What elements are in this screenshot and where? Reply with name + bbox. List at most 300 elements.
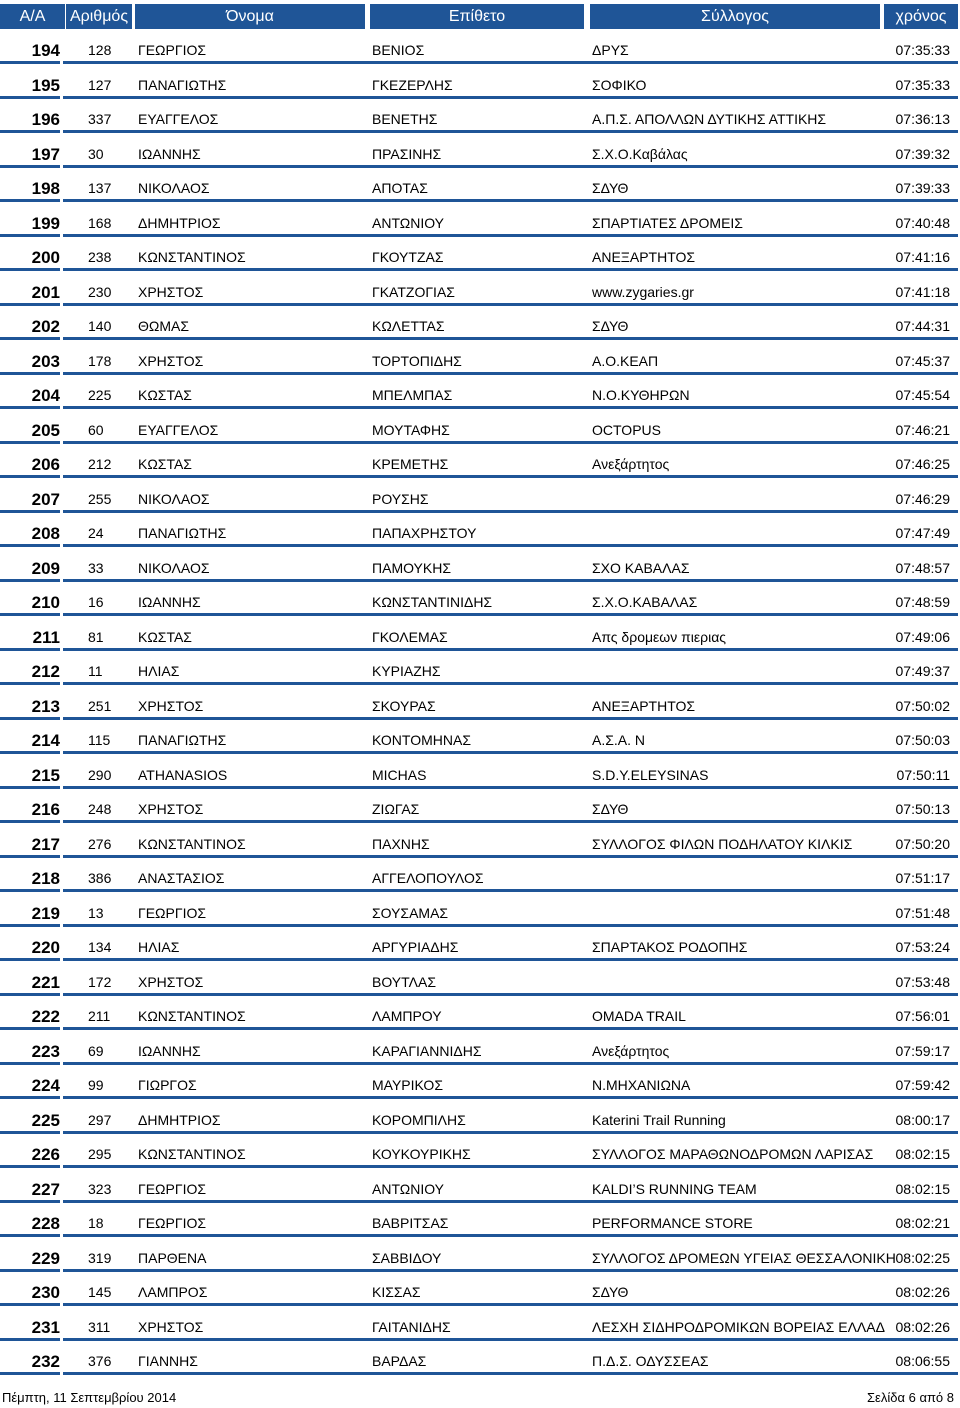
row-cells	[63, 1108, 958, 1134]
table-row	[0, 308, 960, 343]
first-name-cell: ΕΥΑΓΓΕΛΟΣ	[138, 111, 219, 127]
row-cells	[63, 1211, 958, 1237]
table-row	[0, 757, 960, 792]
table-row	[0, 791, 960, 826]
bib-number-cell: 251	[88, 697, 112, 714]
bib-number-cell: 13	[88, 904, 104, 921]
row-cells	[63, 521, 958, 547]
rank-cell: 216	[0, 797, 60, 823]
bib-number-cell: 172	[88, 973, 112, 990]
rank-cell: 223	[0, 1039, 60, 1065]
time-cell: 07:50:20	[895, 835, 950, 852]
last-name-cell: ΚΡΕΜΕΤΗΣ	[372, 456, 449, 472]
rank-cell: 222	[0, 1004, 60, 1030]
last-name-cell: ΒΑΒΡΙΤΣΑΣ	[372, 1215, 449, 1231]
row-cells	[63, 1039, 958, 1065]
header-rank: Α/Α	[0, 4, 65, 29]
last-name-cell: ΜΟΥΤΑΦΗΣ	[372, 421, 450, 438]
table-row	[0, 895, 960, 930]
table-row	[0, 1067, 960, 1102]
row-cells	[63, 866, 958, 892]
row-cells	[63, 901, 958, 927]
club-cell: ΣΔΥΘ	[592, 318, 629, 334]
rank-cell: 208	[0, 521, 60, 547]
first-name-cell: ΙΩΑΝΝΗΣ	[138, 594, 201, 610]
time-cell: 07:51:17	[895, 870, 950, 886]
bib-number-cell: 238	[88, 249, 112, 265]
first-name-cell: ΧΡΗΣΤΟΣ	[138, 283, 204, 300]
table-row	[0, 1205, 960, 1240]
time-cell: 07:39:33	[895, 180, 950, 196]
table-row	[0, 826, 960, 861]
last-name-cell: ΣΑΒΒΙΔΟΥ	[372, 1249, 442, 1266]
club-cell: www.zygaries.gr	[592, 283, 694, 300]
first-name-cell: ΝΙΚΟΛΑΟΣ	[138, 559, 210, 576]
time-cell: 07:41:16	[895, 249, 950, 265]
bib-number-cell: 81	[88, 628, 104, 645]
bib-number-cell: 11	[88, 663, 103, 679]
last-name-cell: ΑΠΟΤΑΣ	[372, 180, 428, 196]
last-name-cell: ΖΙΩΓΑΣ	[372, 801, 420, 817]
row-cells	[63, 694, 958, 720]
time-cell: 08:00:17	[895, 1111, 950, 1128]
club-cell: Π.Δ.Σ. ΟΔΥΣΣΕΑΣ	[592, 1353, 709, 1369]
bib-number-cell: 255	[88, 490, 112, 507]
first-name-cell: ΧΡΗΣΤΟΣ	[138, 1318, 204, 1335]
time-cell: 07:50:03	[895, 732, 950, 748]
first-name-cell: ΧΡΗΣΤΟΣ	[138, 352, 204, 369]
row-cells	[63, 659, 958, 685]
time-cell: 07:51:48	[895, 904, 950, 921]
table-row	[0, 101, 960, 136]
table-row	[0, 515, 960, 550]
time-cell: 08:02:26	[895, 1284, 950, 1300]
time-cell: 08:02:26	[895, 1318, 950, 1335]
last-name-cell: ΠΡΑΣΙΝΗΣ	[372, 145, 442, 162]
rank-cell: 225	[0, 1108, 60, 1134]
row-cells	[63, 280, 958, 306]
rank-cell: 202	[0, 314, 60, 340]
club-cell: ΣΔΥΘ	[592, 801, 629, 817]
row-cells	[63, 797, 958, 823]
header-last-name: Επίθετο	[370, 4, 584, 29]
row-cells	[63, 763, 958, 789]
first-name-cell: ΓΕΩΡΓΙΟΣ	[138, 1180, 206, 1197]
first-name-cell: ΓΕΩΡΓΙΟΣ	[138, 904, 206, 921]
time-cell: 07:45:54	[895, 387, 950, 403]
row-cells	[63, 418, 958, 444]
time-cell: 07:44:31	[895, 318, 950, 334]
club-cell: ΣΥΛΛΟΓΟΣ ΦΙΛΩΝ ΠΟΔΗΛΑΤΟΥ ΚΙΛΚΙΣ	[592, 835, 853, 852]
first-name-cell: ΠΑΡΘΕΝΑ	[138, 1249, 207, 1266]
row-cells	[63, 349, 958, 375]
table-row	[0, 1274, 960, 1309]
first-name-cell: ΑΝΑΣΤΑΣΙΟΣ	[138, 870, 225, 886]
table-row	[0, 1102, 960, 1137]
row-cells	[63, 970, 958, 996]
rank-cell: 199	[0, 211, 60, 237]
time-cell: 07:50:02	[895, 697, 950, 714]
time-cell: 07:46:29	[895, 490, 950, 507]
row-cells	[63, 452, 958, 478]
table-row	[0, 964, 960, 999]
rank-cell: 212	[0, 659, 60, 685]
time-cell: 07:48:57	[895, 559, 950, 576]
rank-cell: 206	[0, 452, 60, 478]
bib-number-cell: 311	[88, 1318, 111, 1335]
club-cell: ΣΠΑΡΤΑΚΟΣ ΡΟΔΟΠΗΣ	[592, 939, 748, 955]
time-cell: 08:06:55	[895, 1353, 950, 1369]
first-name-cell: ΚΩΣΤΑΣ	[138, 456, 192, 472]
page-footer	[0, 1390, 960, 1408]
table-row	[0, 274, 960, 309]
bib-number-cell: 319	[88, 1249, 112, 1266]
first-name-cell: ΘΩΜΑΣ	[138, 318, 190, 334]
time-cell: 08:02:21	[895, 1215, 950, 1231]
last-name-cell: ΓΚΟΥΤΖΑΣ	[372, 249, 444, 265]
time-cell: 07:41:18	[895, 283, 950, 300]
row-cells	[63, 1315, 958, 1341]
row-cells	[63, 1349, 958, 1375]
first-name-cell: ΗΛΙΑΣ	[138, 939, 180, 955]
last-name-cell: ΡΟΥΣΗΣ	[372, 490, 429, 507]
time-cell: 07:35:33	[895, 42, 950, 58]
bib-number-cell: 33	[88, 559, 104, 576]
bib-number-cell: 230	[88, 283, 112, 300]
header-first-name: Όνομα	[135, 4, 365, 29]
last-name-cell: ΒΑΡΔΑΣ	[372, 1353, 427, 1369]
club-cell: Α.Π.Σ. ΑΠΟΛΛΩΝ ΔΥΤΙΚΗΣ ΑΤΤΙΚΗΣ	[592, 111, 827, 127]
last-name-cell: ΠΑΜΟΥΚΗΣ	[372, 559, 451, 576]
club-cell: Ν.ΜΗΧΑΝΙΩΝΑ	[592, 1077, 691, 1093]
bib-number-cell: 115	[88, 732, 111, 748]
club-cell: ΣΠΑΡΤΙΑΤΕΣ ΔΡΟΜΕΙΣ	[592, 214, 743, 231]
rank-cell: 195	[0, 73, 60, 99]
first-name-cell: ΕΥΑΓΓΕΛΟΣ	[138, 421, 219, 438]
first-name-cell: ΠΑΝΑΓΙΩΤΗΣ	[138, 732, 227, 748]
last-name-cell: ΒΟΥΤΛΑΣ	[372, 973, 436, 990]
table-row	[0, 688, 960, 723]
last-name-cell: ΓΚΑΤΖΟΓΙΑΣ	[372, 283, 455, 300]
row-cells	[63, 1073, 958, 1099]
first-name-cell: ΙΩΑΝΝΗΣ	[138, 1042, 201, 1059]
last-name-cell: ΓΚΕΖΕΡΛΗΣ	[372, 76, 453, 93]
last-name-cell: ΑΡΓΥΡΙΑΔΗΣ	[372, 939, 459, 955]
table-row	[0, 550, 960, 585]
row-cells	[63, 211, 958, 237]
table-row	[0, 998, 960, 1033]
table-row	[0, 1136, 960, 1171]
first-name-cell: ATHANASIOS	[138, 766, 228, 783]
bib-number-cell: 323	[88, 1180, 112, 1197]
club-cell: ΔΡΥΣ	[592, 42, 629, 58]
last-name-cell: ΑΝΤΩΝΙΟΥ	[372, 1180, 444, 1197]
first-name-cell: ΔΗΜΗΤΡΙΟΣ	[138, 214, 221, 231]
rank-cell: 220	[0, 935, 60, 961]
last-name-cell: ΚΩΝΣΤΑΝΤΙΝΙΔΗΣ	[372, 594, 493, 610]
rank-cell: 231	[0, 1315, 60, 1341]
table-row	[0, 205, 960, 240]
rank-cell: 215	[0, 763, 60, 789]
first-name-cell: ΛΑΜΠΡΟΣ	[138, 1284, 208, 1300]
rank-cell: 194	[0, 38, 60, 64]
first-name-cell: ΝΙΚΟΛΑΟΣ	[138, 490, 210, 507]
results-table-body	[0, 32, 960, 1378]
rank-cell: 218	[0, 866, 60, 892]
time-cell: 07:59:17	[895, 1042, 950, 1059]
rank-cell: 219	[0, 901, 60, 927]
rank-cell: 201	[0, 280, 60, 306]
row-cells	[63, 1246, 958, 1272]
header-club: Σύλλογος	[590, 4, 880, 29]
time-cell: 07:46:21	[895, 421, 950, 438]
time-cell: 07:47:49	[895, 525, 950, 541]
rank-cell: 200	[0, 245, 60, 271]
table-row	[0, 170, 960, 205]
time-cell: 08:02:25	[895, 1249, 950, 1266]
club-cell: ΣΥΛΛΟΓΟΣ ΔΡΟΜΕΩΝ ΥΓΕΙΑΣ ΘΕΣΣΑΛΟΝΙΚΗ	[592, 1249, 896, 1266]
bib-number-cell: 337	[88, 111, 112, 127]
table-row	[0, 1343, 960, 1378]
table-row	[0, 619, 960, 654]
club-cell: Ν.Ο.ΚΥΘΗΡΩΝ	[592, 387, 690, 403]
bib-number-cell: 178	[88, 352, 112, 369]
first-name-cell: ΚΩΝΣΤΑΝΤΙΝΟΣ	[138, 1146, 246, 1162]
bib-number-cell: 212	[88, 456, 112, 472]
time-cell: 07:35:33	[895, 76, 950, 93]
time-cell: 07:36:13	[895, 111, 950, 127]
bib-number-cell: 69	[88, 1042, 104, 1059]
last-name-cell: ΚΩΛΕΤΤΑΣ	[372, 318, 445, 334]
first-name-cell: ΓΕΩΡΓΙΟΣ	[138, 1215, 206, 1231]
last-name-cell: ΚΟΥΚΟΥΡΙΚΗΣ	[372, 1146, 471, 1162]
row-cells	[63, 73, 958, 99]
bib-number-cell: 137	[88, 180, 112, 196]
row-cells	[63, 590, 958, 616]
club-cell: Katerini Trail Running	[592, 1111, 726, 1128]
last-name-cell: MICHAS	[372, 766, 427, 783]
bib-number-cell: 290	[88, 766, 112, 783]
first-name-cell: ΚΩΣΤΑΣ	[138, 387, 192, 403]
first-name-cell: ΧΡΗΣΤΟΣ	[138, 973, 204, 990]
table-row	[0, 1033, 960, 1068]
last-name-cell: ΒΕΝΕΤΗΣ	[372, 111, 438, 127]
time-cell: 07:59:42	[895, 1077, 950, 1093]
table-row	[0, 343, 960, 378]
rank-cell: 221	[0, 970, 60, 996]
row-cells	[63, 1004, 958, 1030]
table-row	[0, 929, 960, 964]
first-name-cell: ΚΩΝΣΤΑΝΤΙΝΟΣ	[138, 1008, 246, 1024]
time-cell: 07:49:06	[895, 628, 950, 645]
club-cell: ΣΔΥΘ	[592, 180, 629, 196]
bib-number-cell: 24	[88, 525, 104, 541]
row-cells	[63, 625, 958, 651]
first-name-cell: ΠΑΝΑΓΙΩΤΗΣ	[138, 76, 227, 93]
first-name-cell: ΠΑΝΑΓΙΩΤΗΣ	[138, 525, 227, 541]
time-cell: 07:48:59	[895, 594, 950, 610]
header-number: Αριθμός	[66, 4, 132, 29]
rank-cell: 197	[0, 142, 60, 168]
bib-number-cell: 134	[88, 939, 112, 955]
club-cell: ΑΝΕΞΑΡΤΗΤΟΣ	[592, 697, 696, 714]
row-cells	[63, 38, 958, 64]
rank-cell: 214	[0, 728, 60, 754]
row-cells	[63, 1177, 958, 1203]
last-name-cell: ΑΝΤΩΝΙΟΥ	[372, 214, 444, 231]
last-name-cell: ΣΚΟΥΡΑΣ	[372, 697, 436, 714]
row-cells	[63, 314, 958, 340]
club-cell: Ανεξάρτητος	[592, 1042, 670, 1059]
table-row	[0, 1171, 960, 1206]
time-cell: 07:49:37	[895, 663, 950, 679]
club-cell: Α.Ο.ΚΕΑΠ	[592, 352, 659, 369]
first-name-cell: ΙΩΑΝΝΗΣ	[138, 145, 201, 162]
club-cell: ΛΕΣΧΗ ΣΙΔΗΡΟΔΡΟΜΙΚΩΝ ΒΟΡΕΙΑΣ ΕΛΛΑΔ	[592, 1318, 885, 1335]
last-name-cell: ΚΙΣΣΑΣ	[372, 1284, 421, 1300]
table-row	[0, 653, 960, 688]
rank-cell: 217	[0, 832, 60, 858]
last-name-cell: ΠΑΧΝΗΣ	[372, 835, 430, 852]
last-name-cell: ΤΟΡΤΟΠΙΔΗΣ	[372, 352, 462, 369]
first-name-cell: ΓΙΑΝΝΗΣ	[138, 1353, 198, 1369]
last-name-cell: ΚΥΡΙΑΖΗΣ	[372, 663, 441, 679]
results-table-header	[0, 4, 960, 29]
rank-cell: 226	[0, 1142, 60, 1168]
table-row	[0, 377, 960, 412]
table-row	[0, 1309, 960, 1344]
first-name-cell: ΧΡΗΣΤΟΣ	[138, 697, 204, 714]
table-row	[0, 412, 960, 447]
bib-number-cell: 18	[88, 1215, 104, 1231]
first-name-cell: ΓΕΩΡΓΙΟΣ	[138, 42, 206, 58]
bib-number-cell: 386	[88, 870, 112, 886]
rank-cell: 198	[0, 176, 60, 202]
time-cell: 07:53:24	[895, 939, 950, 955]
club-cell: OMADA TRAIL	[592, 1008, 686, 1024]
footer-date: Πέμπτη, 11 Σεπτεμβρίου 2014	[2, 1390, 177, 1405]
table-row	[0, 136, 960, 171]
club-cell: ΣΧΟ ΚΑΒΑΛΑΣ	[592, 559, 690, 576]
last-name-cell: ΓΚΟΛΕΜΑΣ	[372, 628, 448, 645]
bib-number-cell: 60	[88, 421, 104, 438]
rank-cell: 204	[0, 383, 60, 409]
bib-number-cell: 127	[88, 76, 112, 93]
time-cell: 07:45:37	[895, 352, 950, 369]
club-cell: ΣΔΥΘ	[592, 1284, 629, 1300]
rank-cell: 224	[0, 1073, 60, 1099]
club-cell: ΑΝΕΞΑΡΤΗΤΟΣ	[592, 249, 696, 265]
club-cell: Α.Σ.Α. Ν	[592, 732, 645, 748]
table-row	[0, 722, 960, 757]
rank-cell: 211	[0, 625, 60, 651]
table-row	[0, 67, 960, 102]
time-cell: 07:53:48	[895, 973, 950, 990]
bib-number-cell: 376	[88, 1353, 112, 1369]
row-cells	[63, 107, 958, 133]
table-row	[0, 239, 960, 274]
last-name-cell: ΛΑΜΠΡΟΥ	[372, 1008, 442, 1024]
first-name-cell: ΝΙΚΟΛΑΟΣ	[138, 180, 210, 196]
rank-cell: 228	[0, 1211, 60, 1237]
row-cells	[63, 1280, 958, 1306]
row-cells	[63, 383, 958, 409]
bib-number-cell: 248	[88, 801, 112, 817]
time-cell: 07:50:13	[895, 801, 950, 817]
bib-number-cell: 225	[88, 387, 112, 403]
club-cell: ΣΥΛΛΟΓΟΣ ΜΑΡΑΘΩΝΟΔΡΟΜΩΝ ΛΑΡΙΣΑΣ	[592, 1146, 874, 1162]
last-name-cell: ΑΓΓΕΛΟΠΟΥΛΟΣ	[372, 870, 484, 886]
last-name-cell: ΓΑΙΤΑΝΙΔΗΣ	[372, 1318, 451, 1335]
header-time: χρόνος	[884, 4, 958, 29]
bib-number-cell: 295	[88, 1146, 112, 1162]
first-name-cell: ΔΗΜΗΤΡΙΟΣ	[138, 1111, 221, 1128]
table-row	[0, 860, 960, 895]
row-cells	[63, 142, 958, 168]
time-cell: 08:02:15	[895, 1180, 950, 1197]
bib-number-cell: 276	[88, 835, 112, 852]
table-row	[0, 32, 960, 67]
bib-number-cell: 30	[88, 145, 104, 162]
row-cells	[63, 176, 958, 202]
first-name-cell: ΗΛΙΑΣ	[138, 663, 180, 679]
row-cells	[63, 935, 958, 961]
club-cell: Ανεξάρτητος	[592, 456, 670, 472]
row-cells	[63, 1142, 958, 1168]
club-cell: Απς δρομεων πιεριας	[592, 628, 727, 645]
table-row	[0, 446, 960, 481]
rank-cell: 229	[0, 1246, 60, 1272]
rank-cell: 232	[0, 1349, 60, 1375]
bib-number-cell: 99	[88, 1077, 104, 1093]
first-name-cell: ΧΡΗΣΤΟΣ	[138, 801, 204, 817]
bib-number-cell: 128	[88, 42, 112, 58]
bib-number-cell: 140	[88, 318, 112, 334]
last-name-cell: ΠΑΠΑΧΡΗΣΤΟΥ	[372, 525, 477, 541]
bib-number-cell: 16	[88, 594, 104, 610]
first-name-cell: ΚΩΝΣΤΑΝΤΙΝΟΣ	[138, 835, 246, 852]
rank-cell: 227	[0, 1177, 60, 1203]
table-row	[0, 481, 960, 516]
last-name-cell: ΚΑΡΑΓΙΑΝΝΙΔΗΣ	[372, 1042, 482, 1059]
first-name-cell: ΚΩΣΤΑΣ	[138, 628, 192, 645]
row-cells	[63, 556, 958, 582]
last-name-cell: ΚΟΡΟΜΠΙΛΗΣ	[372, 1111, 466, 1128]
rank-cell: 203	[0, 349, 60, 375]
club-cell: Σ.Χ.Ο.ΚΑΒΑΛΑΣ	[592, 594, 698, 610]
club-cell: S.D.Y.ELEYSINAS	[592, 766, 709, 783]
rank-cell: 205	[0, 418, 60, 444]
rank-cell: 207	[0, 487, 60, 513]
last-name-cell: ΚΟΝΤΟΜΗΝΑΣ	[372, 732, 471, 748]
footer-page-number: Σελίδα 6 από 8	[867, 1390, 954, 1405]
row-cells	[63, 245, 958, 271]
time-cell: 07:56:01	[895, 1008, 950, 1024]
row-cells	[63, 728, 958, 754]
bib-number-cell: 168	[88, 214, 112, 231]
last-name-cell: ΣΟΥΣΑΜΑΣ	[372, 904, 449, 921]
bib-number-cell: 211	[88, 1008, 111, 1024]
club-cell: PERFORMANCE STORE	[592, 1215, 753, 1231]
time-cell: 07:50:11	[896, 766, 950, 783]
last-name-cell: ΜΑΥΡΙΚΟΣ	[372, 1077, 443, 1093]
rank-cell: 209	[0, 556, 60, 582]
club-cell: KALDI’S RUNNING TEAM	[592, 1180, 757, 1197]
time-cell: 07:39:32	[895, 145, 950, 162]
rank-cell: 230	[0, 1280, 60, 1306]
bib-number-cell: 145	[88, 1284, 112, 1300]
rank-cell: 196	[0, 107, 60, 133]
